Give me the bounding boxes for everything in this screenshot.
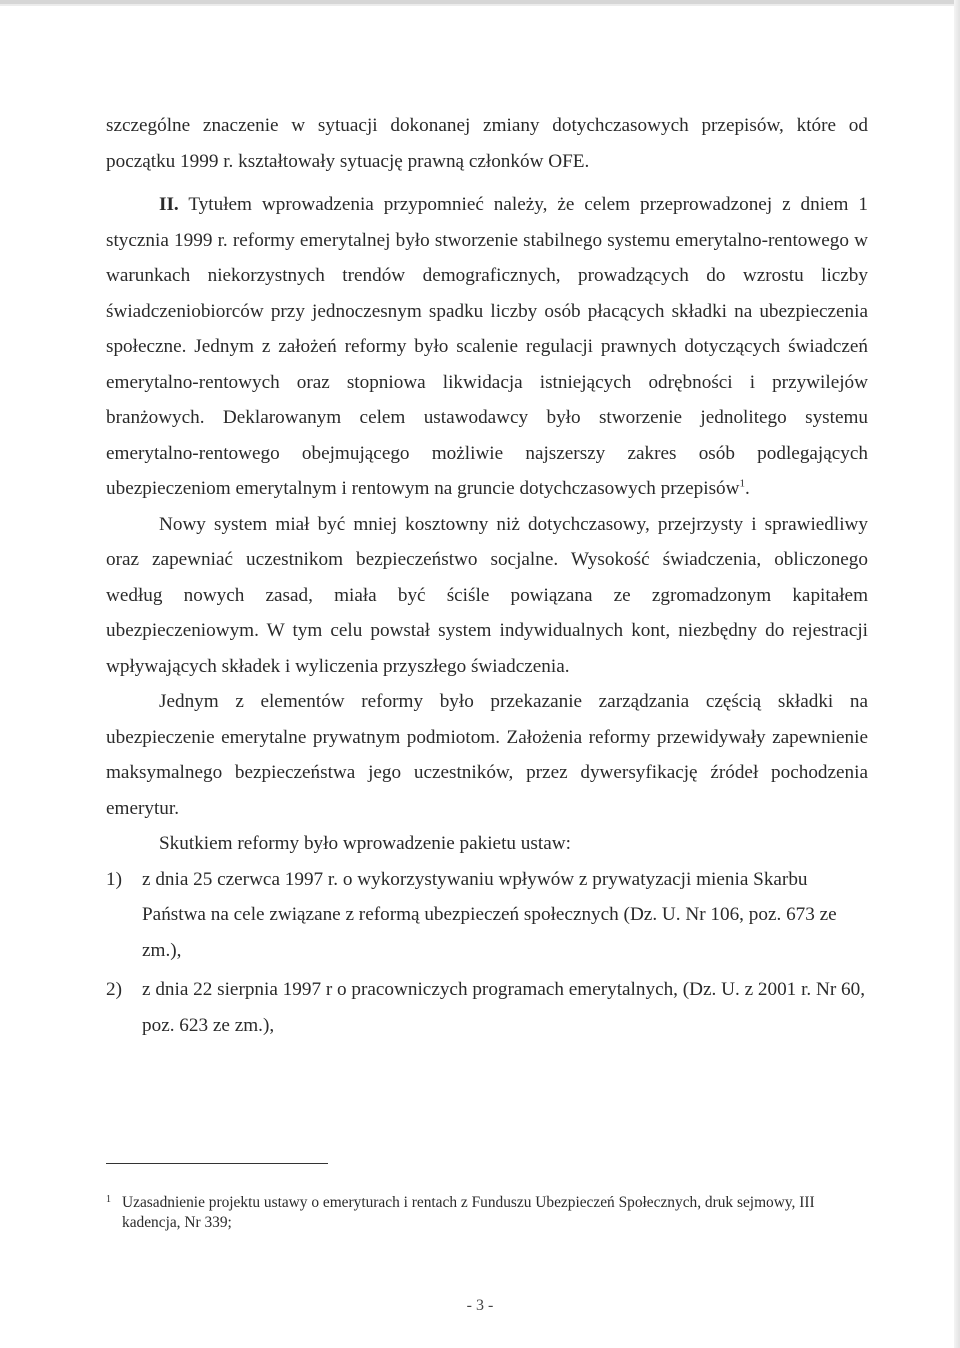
page-number: - 3 -: [466, 1297, 494, 1314]
scan-top-edge-shadow: [0, 4, 960, 6]
footnote: [106, 1193, 868, 1233]
paragraph-new-system: Nowy system miał być mniej kosztowny niż dotychczasowy, przejrzysty i sprawiedliwy oraz zapewniać uczestnikom bezpieczeństwo socjalne. Wysokość świadczenia, obliczonego według nowych zasad, miała być ściśle powiązana ze zgromadzonym kapitałem ubezpieczeniowym. W tym celu powstał system indywidualnych kont, niezbędny do rejestracji wpływających składek i wyliczenia przyszłego świadczenia.: [106, 513, 868, 677]
document-body: [106, 108, 868, 1047]
paragraph-continuation: szczególne znaczenie w sytuacji dokonanej zmiany dotychczasowych przepisów, które od początku 1999 r. kształtowały sytuację prawną członków OFE.: [106, 115, 868, 172]
list-item-text: z dnia 22 sierpnia 1997 r o pracowniczych programach emerytalnych, (Dz. U. z 2001 r. Nr 60, poz. 623 ze zm.),: [142, 979, 866, 1036]
section-ii-end: .: [745, 478, 750, 499]
paragraph-acts-intro: Skutkiem reformy było wprowadzenie pakietu ustaw:: [159, 833, 571, 854]
scan-right-edge: [954, 0, 960, 1348]
list-item-text: z dnia 25 czerwca 1997 r. o wykorzystywaniu wpływów z prywatyzacji mienia Skarbu Państwa na cele związane z reformą ubezpieczeń społecznych (Dz. U. Nr 106, poz. 673 ze zm.),: [142, 868, 837, 961]
footnote-text: Uzasadnienie projektu ustawy o emeryturach i rentach z Funduszu Ubezpieczeń Społecznych, druk sejmowy, III kadencja, Nr 339;: [122, 1194, 815, 1231]
footnote-separator: [106, 1163, 328, 1164]
paragraph-reform-elements: Jednym z elementów reformy było przekazanie zarządzania częścią składki na ubezpieczenie emerytalne prywatnym podmiotom. Założenia reformy przewidywały zapewnienie maksymalnego bezpieczeństwa jego uczestników, przez dywersyfikację źródeł pochodzenia emerytur.: [106, 691, 868, 819]
list-item: [106, 972, 868, 1043]
list-item-number: 2): [106, 979, 122, 1000]
list-item-number: 1): [106, 868, 122, 890]
section-number: II.: [159, 194, 179, 215]
footnote-reference: 1: [739, 477, 745, 490]
list-item: [106, 862, 868, 969]
section-ii-text: Tytułem wprowadzenia przypomnieć należy, że celem przeprowadzonej z dniem 1 stycznia 1999 r. reformy emerytalnej było stworzenie stabilnego systemu emerytalno-rentowego w warunkach niekorzystnych trendów demograficznych, prowadzących do wzrostu liczby świadczeniobiorców przy jednoczesnym spadku liczby osób płacących składki na ubezpieczenia społeczne. Jednym z założeń reformy było scalenie regulacji prawnych dotyczących świadczeń emerytalno-rentowych oraz stopniowa likwidacja istniejących odrębności i przywilejów branżowych. Deklarowanym celem ustawodawcy było stworzenie jednolitego systemu emerytalno-rentowego obejmującego możliwie najszerszy zakres osób podlegających ubezpieczeniom emerytalnym i rentowym na gruncie dotychczasowych przepisów: [106, 194, 868, 499]
paragraph-section-ii: [106, 187, 868, 507]
acts-list: [106, 862, 868, 1044]
footnote-number: 1: [106, 1194, 111, 1205]
